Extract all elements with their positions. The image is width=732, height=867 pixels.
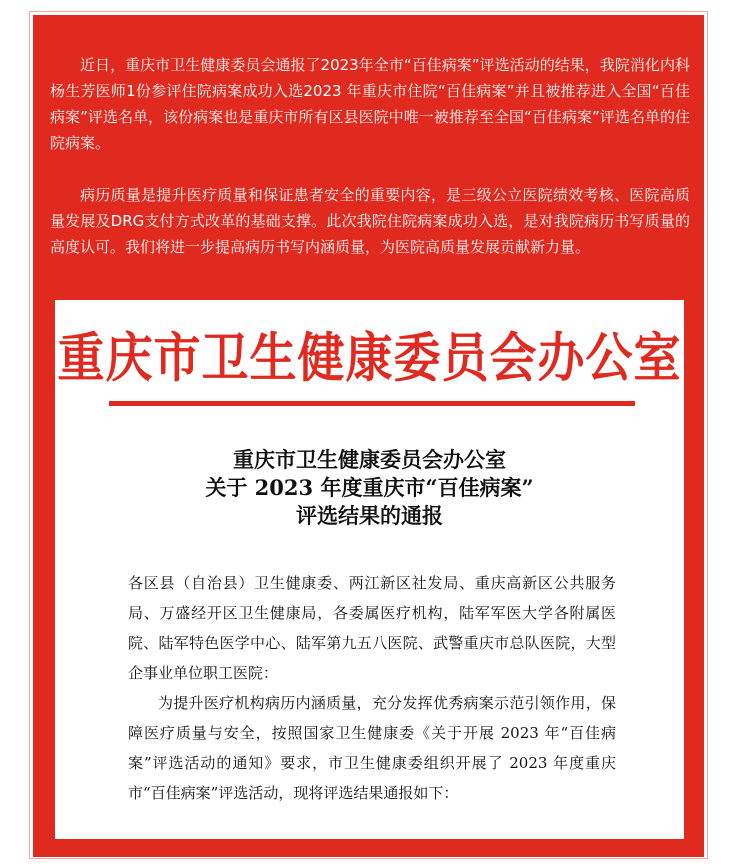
notice-body-paragraph: 为提升医疗机构病历内涵质量，充分发挥优秀病案示范引领作用，保障医疗质量与安全，按照国家卫生健康委《关于开展 2023 年“百佳病案”评选活动的通知》要求，市卫生健康委组织开展了 2023 年度重庆市“百佳病案”评选活动，现将评选结果通报如下： — [128, 694, 616, 802]
intro-paragraph-2: 病历质量是提升医疗质量和保证患者安全的重要内容，是三级公立医院绩效考核、医院高质量发展及DRG支付方式改革的基础支撑。此次我院住院病案成功入选，是对我院病历书写质量的高度认可。我们将进一步提高病历书写内涵质量，为医院高质量发展贡献新力量。 — [50, 186, 690, 256]
intro-text — [50, 52, 690, 260]
notice-title-line-3: 评选结果的通报 — [296, 503, 443, 528]
letterhead-red-rule — [109, 401, 635, 406]
notice-body — [128, 568, 616, 808]
notice-title — [55, 446, 684, 530]
intro-paragraph-1: 近日，重庆市卫生健康委员会通报了2023年全市“百佳病案”评选活动的结果，我院消化内科杨生芳医师1份参评住院病案成功入选2023 年重庆市住院“百佳病案”并且被推荐进入全国“百佳病案”评选名单，该份病案也是重庆市所有区县医院中唯一被推荐至全国“百佳病案”评选名单的住院病案。 — [50, 56, 690, 152]
notice-addressees: 各区县（自治县）卫生健康委、两江新区社发局、重庆高新区公共服务局、万盛经开区卫生健康局，各委属医疗机构，陆军军医大学各附属医院、陆军特色医学中心、陆军第九五八医院、武警重庆市总队医院，大型企事业单位职工医院： — [128, 574, 616, 682]
letterhead-title: 重庆市卫生健康委员会办公室 — [57, 327, 682, 390]
notice-title-line-2: 关于 2023 年度重庆市“百佳病案” — [205, 475, 534, 500]
notice-document-image — [55, 300, 684, 839]
notice-title-line-1: 重庆市卫生健康委员会办公室 — [233, 447, 506, 472]
